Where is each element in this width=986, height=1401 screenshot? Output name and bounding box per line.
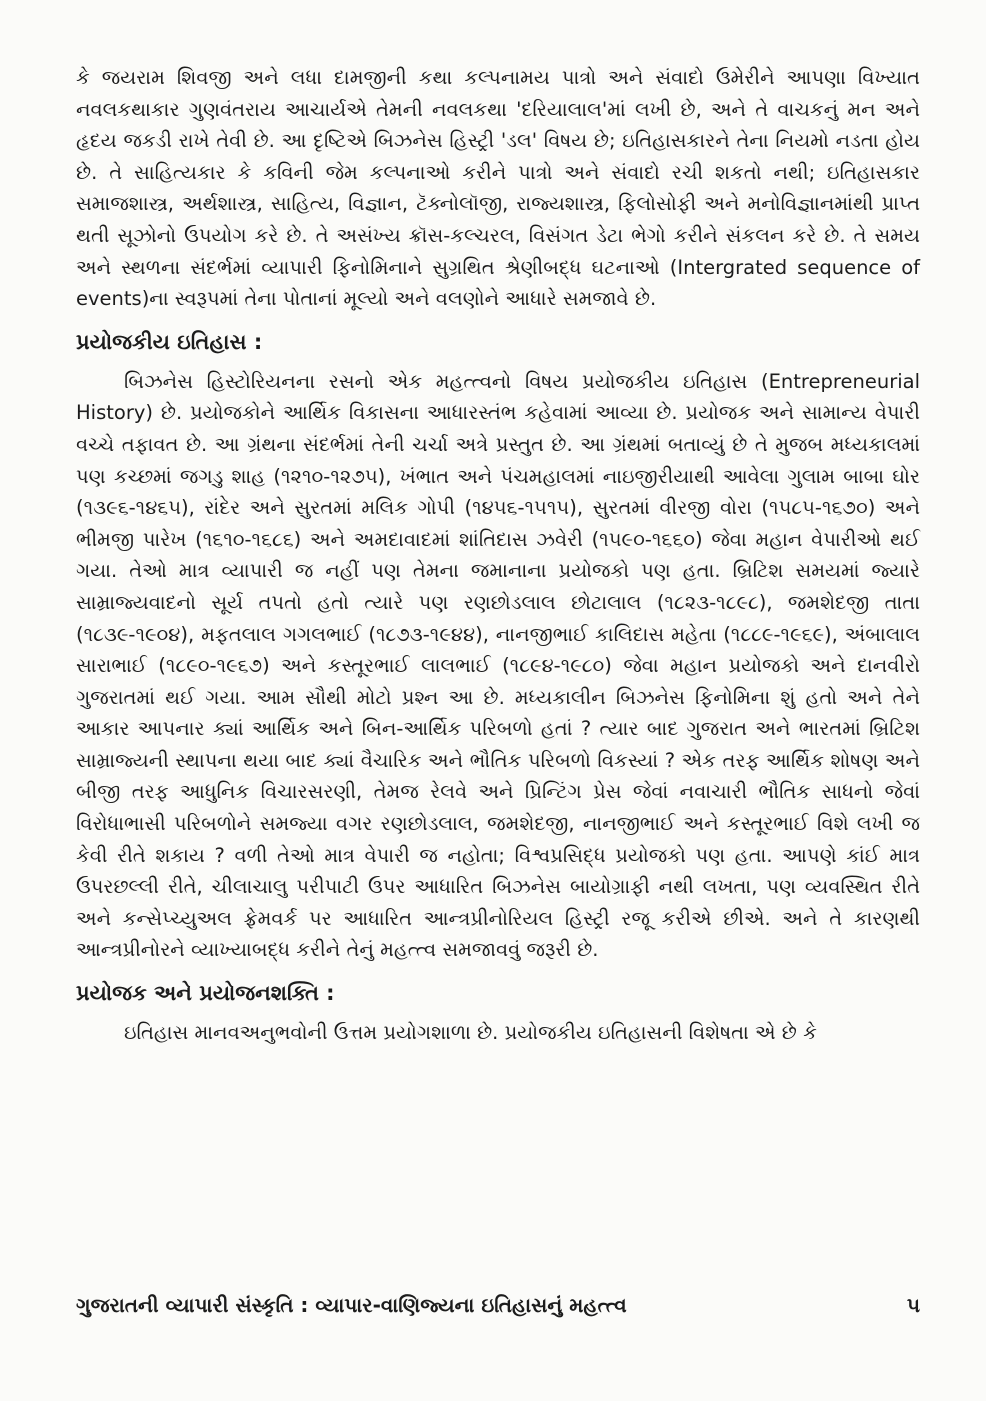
paragraph-enterprise: ઇતિહાસ માનવઅનુભવોની ઉત્તમ પ્રયોગશાળા છે. પ્રયોજકીય ઇતિહાસની વિશેષતા એ છે કે: [124, 1021, 817, 1045]
page-body: [76, 62, 920, 1049]
heading-entrepreneur-and-enterprise: પ્રયોજક અને પ્રયોજનશક્તિ :: [76, 981, 335, 1006]
running-title: ગુજરાતની વ્યાપારી સંસ્કૃતિ : વ્યાપાર-વાણિજ્યના ઇતિહાસનું મહત્ત્વ: [76, 1293, 627, 1317]
paragraph-entrepreneurial-history: બિઝનેસ હિસ્ટોરિયનના રસનો એક મહત્ત્વનો વિષય પ્રયોજકીય ઇતિહાસ (Entrepreneurial History) છે. પ્રયોજકોને આર્થિક વિકાસના આધારસ્તંભ કહેવામાં આવ્યા છે. પ્રયોજક અને સામાન્ય વેપારી વચ્ચે તફાવત છે. આ ગ્રંથના સંદર્ભમાં તેની ચર્ચા અત્રે પ્રસ્તુત છે. આ ગ્રંથમાં બતાવ્યું છે તે મુજબ મધ્યકાલમાં પણ કચ્છમાં જગડુ શાહ (૧૨૧૦-૧૨૭૫), ખંભાત અને પંચમહાલમાં નાઇજીરીયાથી આવેલા ગુલામ બાબા ઘોર (૧૩૯૬-૧૪૬૫), રાંદેર અને સુરતમાં મલિક ગોપી (૧૪૫૬-૧૫૧૫), સુરતમાં વીરજી વોરા (૧૫૮૫-૧૬૭૦) અને ભીમજી પારેખ (૧૬૧૦-૧૬૮૬) અને અમદાવાદમાં શાંતિદાસ ઝવેરી (૧૫૯૦-૧૬૬૦) જેવા મહાન વેપારીઓ થઈ ગયા. તેઓ માત્ર વ્યાપારી જ નહીં પણ તેમના જમાનાના પ્રયોજકો પણ હતા. બ્રિટિશ સમયમાં જ્યારે સામ્રાજ્યવાદનો સૂર્ય તપતો હતો ત્યારે પણ રણછોડલાલ છોટાલાલ (૧૮૨૩-૧૮૯૮), જમશેદજી તાતા (૧૮૩૯-૧૯૦૪), મફતલાલ ગગલભાઈ (૧૮૭૩-૧૯૪૪), નાનજીભાઈ કાલિદાસ મહેતા (૧૮૮૯-૧૯૬૯), અંબાલાલ સારાભાઈ (૧૮૯૦-૧૯૬૭) અને કસ્તૂરભાઈ લાલભાઈ (૧૮૯૪-૧૯૮૦) જેવા મહાન પ્રયોજકો અને દાનવીરો ગુજરાતમાં થઈ ગયા. આમ સૌથી મોટો પ્રશ્ન આ છે. મધ્યકાલીન બિઝનેસ ફિનોમિના શું હતો અને તેને આકાર આપનાર ક્યાં આર્થિક અને બિન-આર્થિક પરિબળો હતાં ? ત્યાર બાદ ગુજરાત અને ભારતમાં બ્રિટિશ સામ્રાજ્યની સ્થાપના થયા બાદ ક્યાં વૈચારિક અને ભૌતિક પરિબળો વિકસ્યાં ? એક તરફ આર્થિક શોષણ અને બીજી તરફ આધુનિક વિચારસરણી, તેમજ રેલવે અને પ્રિન્ટિંગ પ્રેસ જેવાં નવાચારી ભૌતિક સાધનો જેવાં વિરોધાભાસી પરિબળોને સમજ્યા વગર રણછોડલાલ, જમશેદજી, નાનજીભાઈ અને કસ્તૂરભાઈ વિશે લખી જ કેવી રીતે શકાય ? વળી તેઓ માત્ર વેપારી જ નહોતા; વિશ્વપ્રસિદ્ધ પ્રયોજકો પણ હતા. આપણે કાંઈ માત્ર ઉપરછલ્લી રીતે, ચીલાચાલુ પરીપાટી ઉપર આધારિત બિઝનેસ બાયોગ્રાફી નથી લખતા, પણ વ્યવસ્થિત રીતે અને કન્સેપ્ચ્યુઅલ ફ્રેમવર્ક પર આધારિત આન્ત્રપ્રીનોરિયલ હિસ્ટ્રી રજૂ કરીએ છીએ. અને તે કારણથી આન્ત્રપ્રીનોરને વ્યાખ્યાબદ્ધ કરીને તેનું મહત્ત્વ સમજાવવું જરૂરી છે.: [76, 369, 920, 962]
paragraph-intro: કે જયરામ શિવજી અને લધા દામજીની કથા કલ્પનામય પાત્રો અને સંવાદો ઉમેરીને આપણા વિખ્યાત નવલકથાકાર ગુણવંતરાય આચાર્યએ તેમની નવલકથા 'દરિયાલાલ'માં લખી છે, અને તે વાચકનું મન અને હૃદય જકડી રાખે તેવી છે. આ દૃષ્ટિએ બિઝનેસ હિસ્ટ્રી 'ડલ' વિષય છે; ઇતિહાસકારને તેના નિયમો નડતા હોય છે. તે સાહિત્યકાર કે કવિની જેમ કલ્પનાઓ કરીને પાત્રો અને સંવાદો રચી શકતો નથી; ઇતિહાસકાર સમાજશાસ્ત્ર, અર્થશાસ્ત્ર, સાહિત્ય, વિજ્ઞાન, ટૅક્નોલૉજી, રાજ્યશાસ્ત્ર, ફિલોસોફી અને મનોવિજ્ઞાનમાંથી પ્રાપ્ત થતી સૂઝોનો ઉપયોગ કરે છે. તે અસંખ્ય ક્રૉસ-કલ્ચરલ, વિસંગત ડેટા ભેગો કરીને સંકલન કરે છે. તે સમય અને સ્થળના સંદર્ભમાં વ્યાપારી ફિનોમિનાને સુગ્રથિત શ્રેણીબદ્ધ ઘટનાઓ (Intergrated sequence of events)ના સ્વરૂપમાં તેના પોતાનાં મૂલ્યો અને વલણોને આધારે સમજાવે છે.: [76, 66, 920, 311]
page-footer: [76, 1293, 920, 1317]
page-number: ૫: [906, 1293, 920, 1317]
heading-entrepreneurial-history: પ્રયોજકીય ઇતિહાસ :: [76, 329, 263, 354]
